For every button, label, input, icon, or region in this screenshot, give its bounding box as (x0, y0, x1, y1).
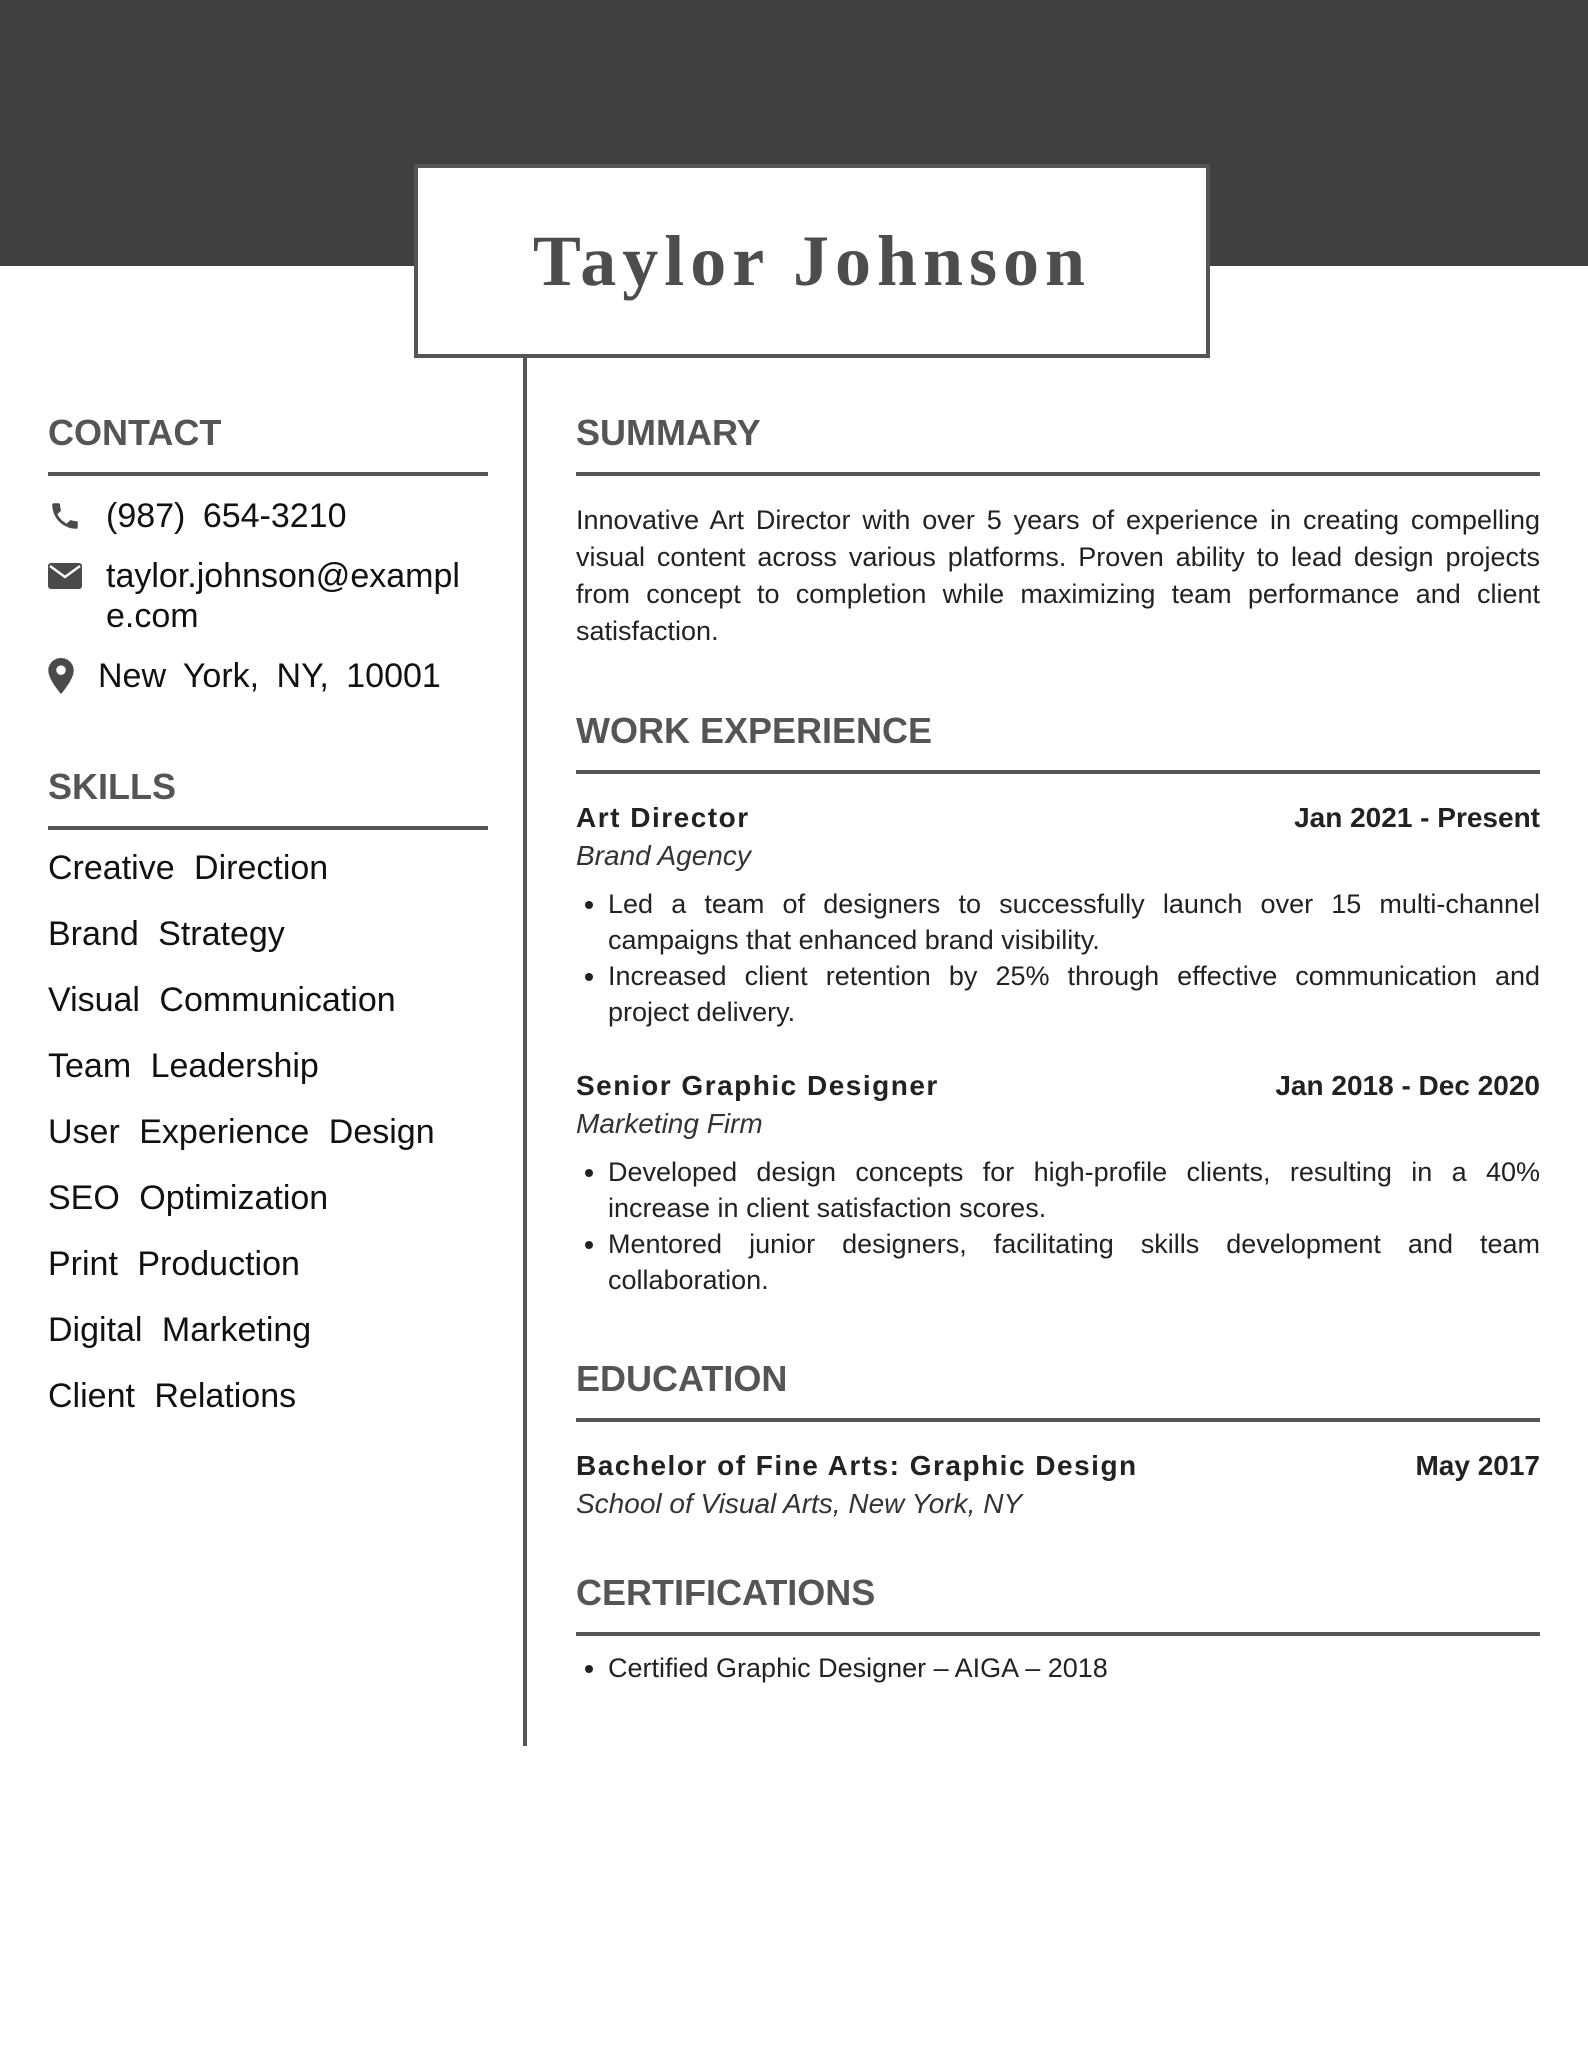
certifications-list (576, 1650, 1540, 1686)
education-heading: EDUCATION (576, 1358, 1540, 1422)
job-organization: Brand Agency (576, 840, 751, 871)
job-title: Art Director (576, 802, 750, 833)
phone-icon (48, 496, 106, 536)
education-section (576, 1358, 1540, 1520)
degree-title: Bachelor of Fine Arts: Graphic Design (576, 1450, 1138, 1481)
job-bullets (576, 886, 1540, 1030)
skill-item: User Experience Design (48, 1113, 435, 1151)
summary-text: Innovative Art Director with over 5 years of experience in creating compelling visual content across various platforms. Proven ability to lead design projects from concept to completion while maximizing team performance and client satisfaction. (576, 505, 1540, 646)
job-entry (576, 802, 1540, 1030)
map-pin-icon (48, 656, 98, 696)
education-entry (576, 1450, 1540, 1520)
contact-email (48, 556, 488, 636)
phone-number[interactable]: (987) 654-3210 (106, 497, 347, 535)
job-dates: Jan 2018 - Dec 2020 (1275, 1070, 1540, 1101)
skill-item: Client Relations (48, 1377, 297, 1415)
contact-list (48, 496, 488, 696)
skill-item: SEO Optimization (48, 1179, 329, 1217)
job-bullets (576, 1154, 1540, 1298)
contact-heading: CONTACT (48, 412, 488, 476)
certification-item: • Certified Graphic Designer – AIGA – 2018 (608, 1650, 1540, 1686)
left-column (48, 412, 488, 1442)
job-bullet: • Led a team of designers to successfully launch over 15 multi-channel campaigns that enhanced brand visibility. (608, 886, 1540, 958)
candidate-name: Taylor Johnson (532, 220, 1092, 301)
skill-item: Team Leadership (48, 1047, 319, 1085)
skills-heading: SKILLS (48, 766, 488, 830)
envelope-icon (48, 556, 106, 596)
column-divider (523, 358, 527, 1746)
skill-item: Digital Marketing (48, 1311, 312, 1349)
job-bullet: • Developed design concepts for high-profile clients, resulting in a 40% increase in client satisfaction scores. (608, 1154, 1540, 1226)
graduation-date: May 2017 (1415, 1450, 1540, 1481)
skill-item: Creative Direction (48, 849, 329, 887)
skill-item: Print Production (48, 1245, 300, 1283)
right-column (576, 412, 1540, 1686)
contact-phone (48, 496, 488, 536)
contact-section (48, 412, 488, 696)
job-bullet: • Mentored junior designers, facilitating skills development and team collaboration. (608, 1226, 1540, 1298)
certifications-section (576, 1572, 1540, 1686)
certifications-heading: CERTIFICATIONS (576, 1572, 1540, 1636)
skill-item: Brand Strategy (48, 915, 285, 953)
contact-location (48, 656, 488, 696)
job-organization: Marketing Firm (576, 1108, 763, 1139)
summary-heading: SUMMARY (576, 412, 1540, 476)
work-experience-heading: WORK EXPERIENCE (576, 710, 1540, 774)
school-name: School of Visual Arts, New York, NY (576, 1488, 1023, 1519)
job-entry (576, 1070, 1540, 1298)
skill-item: Visual Communication (48, 981, 396, 1019)
name-box (414, 164, 1210, 358)
summary-section (576, 412, 1540, 650)
email-address[interactable]: taylor.johnson@example.com (106, 557, 460, 635)
skills-section (48, 766, 488, 1442)
location-text: New York, NY, 10001 (98, 657, 441, 695)
job-bullet: • Increased client retention by 25% through effective communication and project delivery. (608, 958, 1540, 1030)
work-experience-section (576, 710, 1540, 1298)
job-title: Senior Graphic Designer (576, 1070, 939, 1101)
job-dates: Jan 2021 - Present (1294, 802, 1540, 833)
skills-list (48, 848, 488, 1442)
